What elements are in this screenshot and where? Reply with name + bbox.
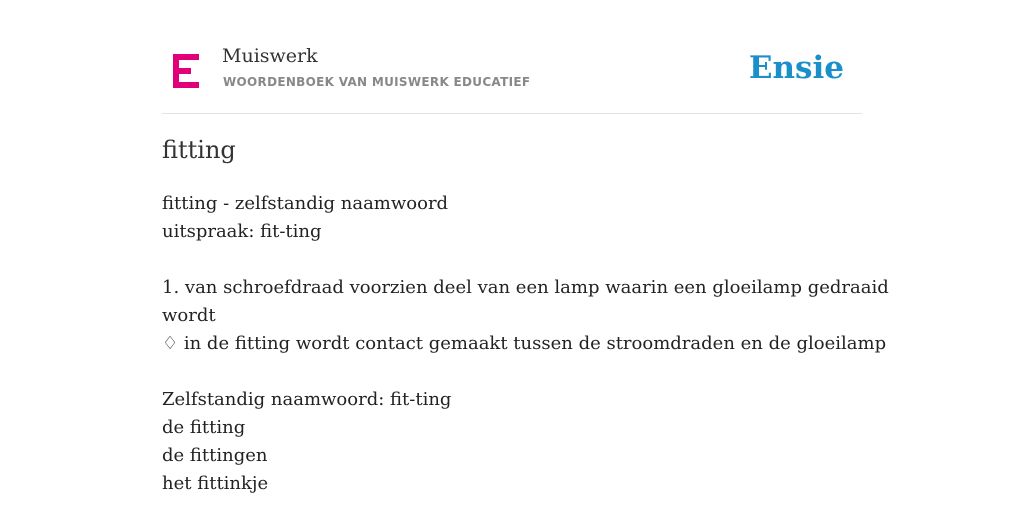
form-plural: de fittingen	[162, 445, 268, 466]
form-singular: de fitting	[162, 417, 246, 438]
part-of-speech-line: fitting - zelfstandig naamwoord	[162, 193, 449, 214]
entry-title: fitting	[162, 136, 236, 164]
spacer	[162, 358, 862, 386]
definition-line-continued: wordt	[162, 305, 216, 326]
ensie-home-link[interactable]: Ensie	[748, 50, 844, 86]
definition-line: 1. van schroefdraad voorzien deel van een lamp waarin een gloeilamp gedraaid	[162, 277, 889, 298]
page	[162, 0, 889, 512]
example-line: ♢ in de fitting wordt contact gemaakt tussen de stroomdraden en de gloeilamp	[162, 333, 887, 354]
brand-subtitle: WOORDENBOEK VAN MUISWERK EDUCATIEF	[223, 75, 531, 89]
pronunciation-line: uitspraak: fit-ting	[162, 221, 322, 242]
muiswerk-logo-icon[interactable]	[173, 54, 199, 88]
entry-content	[162, 190, 889, 498]
logo-bar-top	[173, 54, 199, 60]
logo-bar-bottom	[173, 82, 199, 88]
site-header	[162, 0, 862, 114]
logo-bar-middle	[173, 68, 191, 74]
brand-title[interactable]: Muiswerk	[222, 45, 318, 67]
forms-header: Zelfstandig naamwoord: fit-ting	[162, 389, 452, 410]
spacer	[162, 246, 862, 274]
form-diminutive: het fittinkje	[162, 473, 269, 494]
